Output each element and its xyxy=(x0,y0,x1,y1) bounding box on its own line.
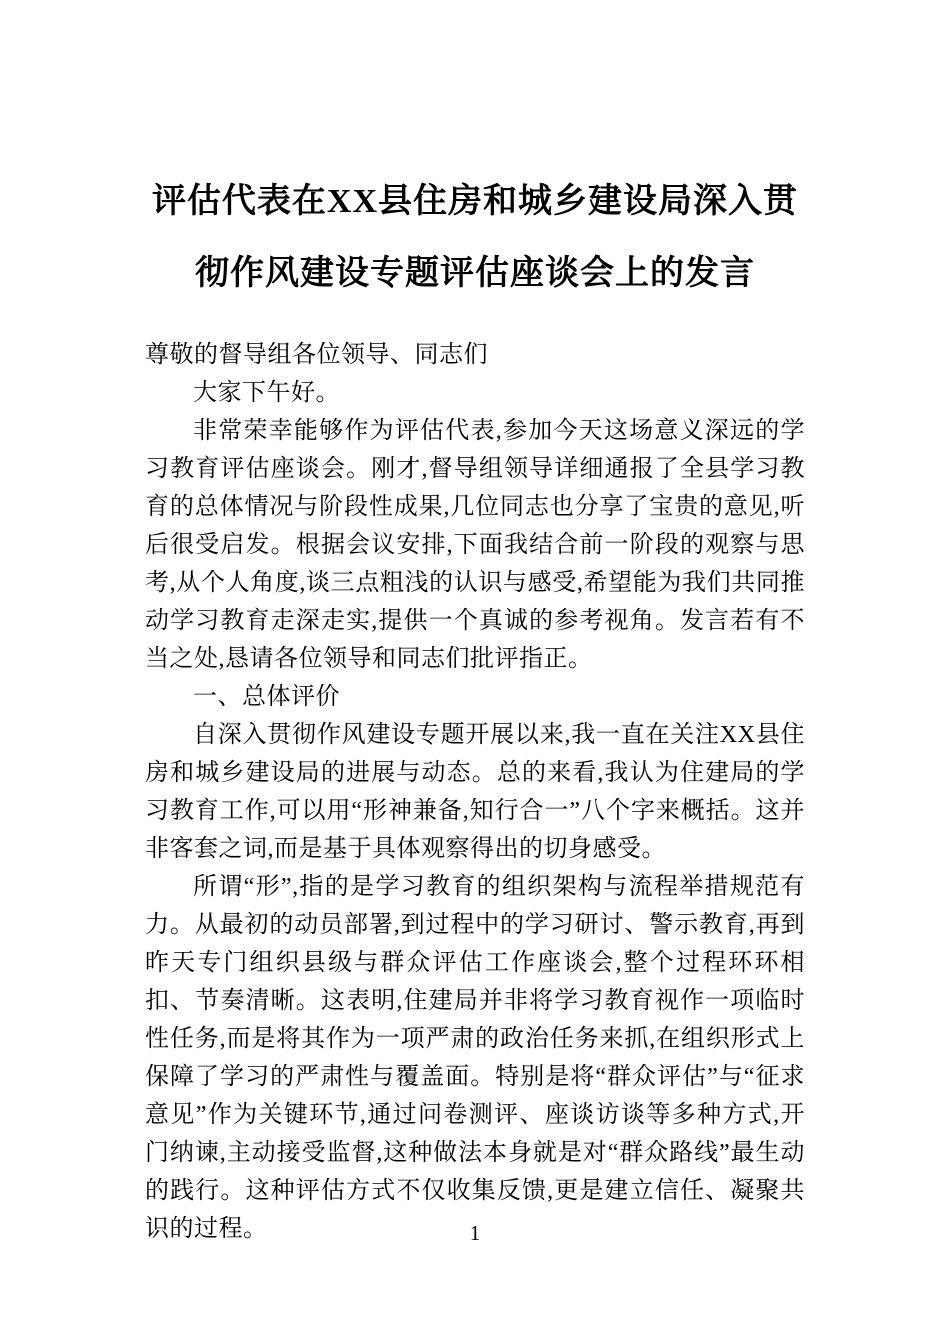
document-title-line-2: 彻作风建设专题评估座谈会上的发言 xyxy=(195,255,755,292)
document-title-line-1: 评估代表在XX县住房和城乡建设局深入贯 xyxy=(151,183,799,220)
greeting: 大家下午好。 xyxy=(193,380,340,406)
document-body xyxy=(145,336,805,1248)
section-heading-overall-evaluation: 一、总体评价 xyxy=(193,684,340,710)
salutation: 尊敬的督导组各位领导、同志们 xyxy=(145,342,488,368)
overall-evaluation-paragraph: 自深入贯彻作风建设专题开展以来,我一直在关注XX县住房和城乡建设局的进展与动态。总的来看,我认为住建局的学习教育工作,可以用“形神兼备,知行合一”八个字来概括。这并非客套之词,而是基于具体观察得出的切身感受。 xyxy=(145,722,805,862)
intro-paragraph: 非常荣幸能够作为评估代表,参加今天这场意义深远的学习教育评估座谈会。刚才,督导组领导详细通报了全县学习教育的总体情况与阶段性成果,几位同志也分享了宝贵的意见,听后很受启发。根据会议安排,下面我结合前一阶段的观察与思考,从个人角度,谈三点粗浅的认识与感受,希望能为我们共同推动学习教育走深走实,提供一个真诚的参考视角。发言若有不当之处,恳请各位领导和同志们批评指正。 xyxy=(145,418,805,672)
page-number: 1 xyxy=(469,1221,481,1245)
document-title xyxy=(145,166,805,310)
form-aspect-paragraph: 所谓“形”,指的是学习教育的组织架构与流程举措规范有力。从最初的动员部署,到过程中的学习研讨、警示教育,再到昨天专门组织县级与群众评估工作座谈会,整个过程环环相扣、节奏清晰。这表明,住建局并非将学习教育视作一项临时性任务,而是将其作为一项严肃的政治任务来抓,在组织形式上保障了学习的严肃性与覆盖面。特别是将“群众评估”与“征求意见”作为关键环节,通过问卷测评、座谈访谈等多种方式,开门纳谏,主动接受监督,这种做法本身就是对“群众路线”最生动的践行。这种评估方式不仅收集反馈,更是建立信任、凝聚共识的过程。 xyxy=(145,874,805,1242)
